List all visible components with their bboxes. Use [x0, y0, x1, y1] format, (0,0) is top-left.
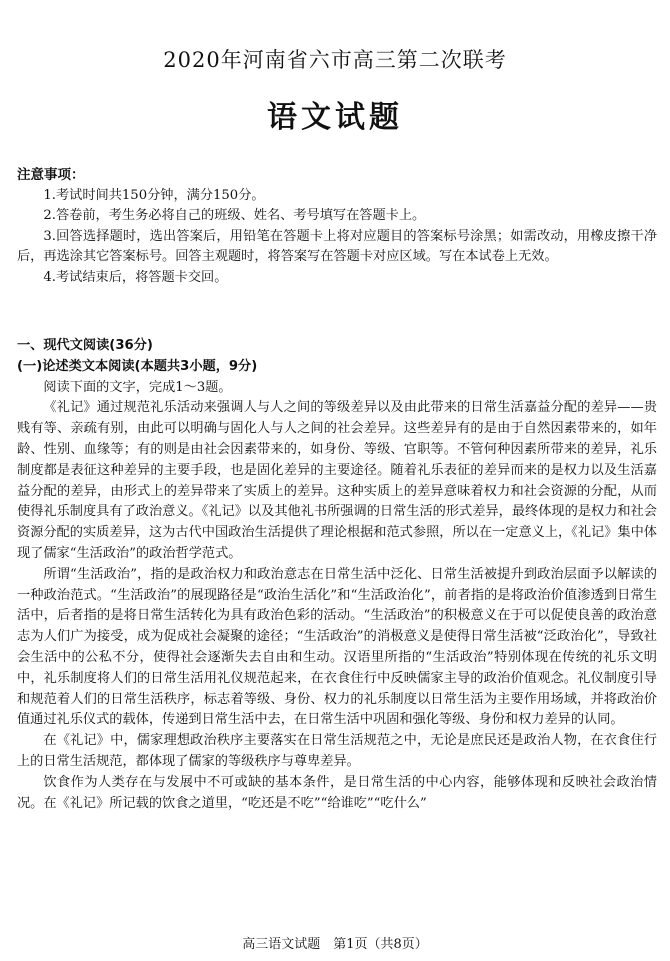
notes-heading: 注意事项：	[17, 167, 85, 183]
part-heading: 一、现代文阅读(36分)	[17, 338, 153, 353]
note-item: 4.考试结束后，将答题卡交回。	[43, 269, 228, 285]
note-item: 3.回答选择题时，选出答案后，用铅笔在答题卡上将对应题目的答案标号涂黑；如需改动，用橡皮擦干净后，再选涂其它答案标号。回答主观题时，将答案写在答题卡对应区域。写在本试卷上无效。	[17, 228, 657, 264]
sub-heading: (一)论述类文本阅读(本题共3小题，9分)	[17, 358, 258, 374]
note-item: 2.答卷前，考生务必将自己的班级、姓名、考号填写在答题卡上。	[43, 208, 426, 223]
notes-block	[17, 165, 657, 288]
subject-title: 语文试题	[267, 100, 403, 135]
passage-paragraph: 饮食作为人类存在与发展中不可或缺的基本条件，是日常生活的中心内容，能够体现和反映社会政治情况。在《礼记》所记载的饮食之道里，“吃还是不吃”“给谁吃”“吃什么”	[17, 774, 657, 811]
reading-section	[17, 336, 657, 814]
passage-paragraph: 在《礼记》中，儒家理想政治秩序主要落实在日常生活规范之中，无论是庶民还是政治人物，在衣食住行上的日常生活规范，都体现了儒家的等级秩序与尊卑差异。	[17, 733, 657, 769]
exam-title: 2020年河南省六市高三第二次联考	[163, 48, 507, 72]
instruction: 阅读下面的文字，完成1～3题。	[43, 379, 232, 395]
passage-paragraph: 《礼记》通过规范礼乐活动来强调人与人之间的等级差异以及由此带来的日常生活嘉益分配的差异——贵贱有等、亲疏有别，由此可以明确与固化人与人之间的社会差异。这些差异有的是由于自然因素带来的，如年龄、性别、血缘等；有的则是由社会因素带来的，如身份、等级、官职等。不管何种因素所带来的差异，礼乐制度都是表征这种差异的主要手段，也是固化差异的主要途径。随着礼乐表征的差异而来的是权力以及生活嘉益分配的差异，由形式上的差异带来了实质上的差异。这种实质上的差异意味着权力和社会资源的分配，从而使得礼乐制度具有了政治意义。《礼记》以及其他礼书所强调的日常生活的形式差异，最终体现的是权力和社会资源分配的实质差异，这为古代中国政治生活提供了理论根据和范式参照，所以在一定意义上，《礼记》集中体现了儒家“生活政治”的政治哲学范式。	[17, 400, 657, 561]
passage-paragraph: 所谓“生活政治”，指的是政治权力和政治意志在日常生活中泛化、日常生活被提升到政治层面予以解读的一种政治范式。“生活政治”的展现路径是“政治生活化”和“生活政治化”，前者指的是将政治价值渗透到日常生活中，后者指的是将日常生活转化为具有政治色彩的活动。“生活政治”的积极意义在于可以促使良善的政治意志为人们广为接受，成为促成社会凝聚的途径；“生活政治”的消极意义是使得日常生活被“泛政治化”，导致社会生活中的公私不分，使得社会逐渐失去自由和生动。汉语里所指的“生活政治”特别体现在传统的礼乐文明中，礼乐制度将人们的日常生活用礼仪规范起来，在衣食住行中反映儒家主导的政治价值观念。礼仪制度引导和规范着人们的日常生活秩序，标志着等级、身份、权力的礼乐制度以日常生活为主要作用场域，并将政治价值通过礼乐仪式的载体，传递到日常生活中去，在日常生活中巩固和强化等级、身份和权力差异的认同。	[17, 566, 657, 728]
page-footer: 高三语文试题 第1页（共8页）	[242, 937, 428, 952]
note-item: 1.考试时间共150分钟，满分150分。	[43, 187, 265, 203]
